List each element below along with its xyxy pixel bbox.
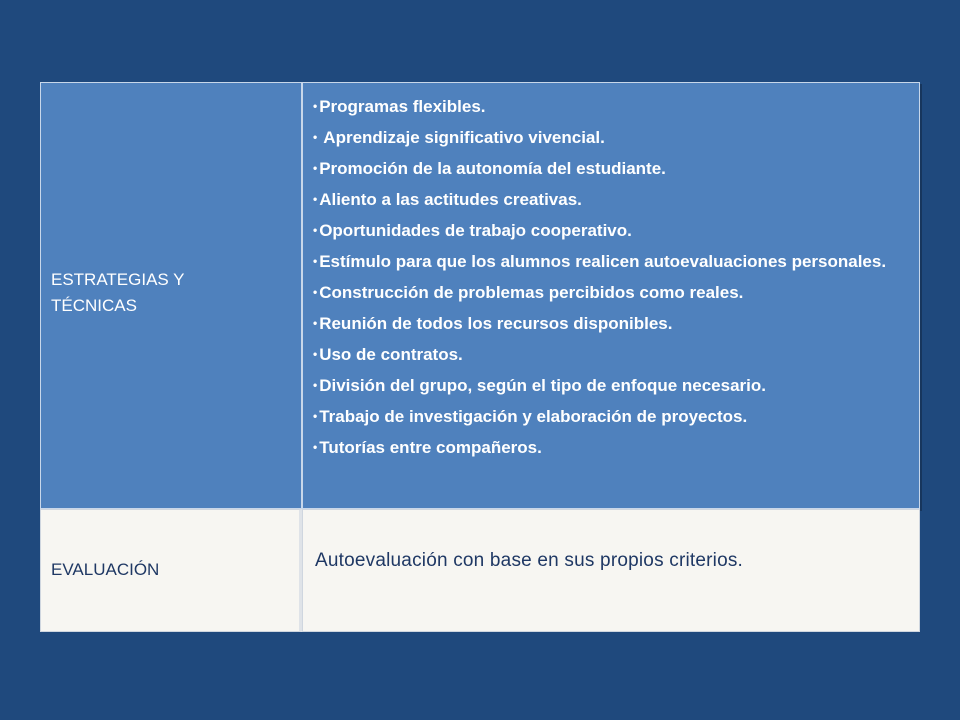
evaluation-text: Autoevaluación con base en sus propios criterios. [315, 550, 744, 571]
table-row-strategies [40, 82, 920, 509]
evaluation-label-cell [40, 509, 302, 632]
evaluation-text-cell [302, 509, 920, 632]
strategies-label-cell [40, 82, 302, 509]
list-item: • Aprendizaje significativo vivencial. [313, 128, 605, 147]
list-item: • Construcción de problemas percibidos como reales. [313, 283, 744, 302]
strategies-label: ESTRATEGIAS Y TÉCNICAS [51, 270, 185, 315]
strategies-list-cell [302, 82, 920, 509]
list-item: • Estímulo para que los alumnos realicen autoevaluaciones personales. [313, 252, 887, 271]
list-item: • Oportunidades de trabajo cooperativo. [313, 221, 632, 240]
list-item: • Programas flexibles. [313, 97, 486, 116]
list-item: • Aliento a las actitudes creativas. [313, 190, 582, 209]
content-table [40, 82, 920, 632]
list-item: • Promoción de la autonomía del estudiante. [313, 159, 666, 178]
list-item: • Reunión de todos los recursos disponibles. [313, 314, 673, 333]
list-item: • Tutorías entre compañeros. [313, 438, 542, 457]
list-item: • División del grupo, según el tipo de enfoque necesario. [313, 376, 766, 395]
evaluation-label: EVALUACIÓN [51, 560, 160, 579]
table-row-evaluation [40, 509, 920, 632]
list-item: • Uso de contratos. [313, 345, 463, 364]
strategies-list [313, 91, 901, 463]
list-item: • Trabajo de investigación y elaboración de proyectos. [313, 407, 748, 426]
